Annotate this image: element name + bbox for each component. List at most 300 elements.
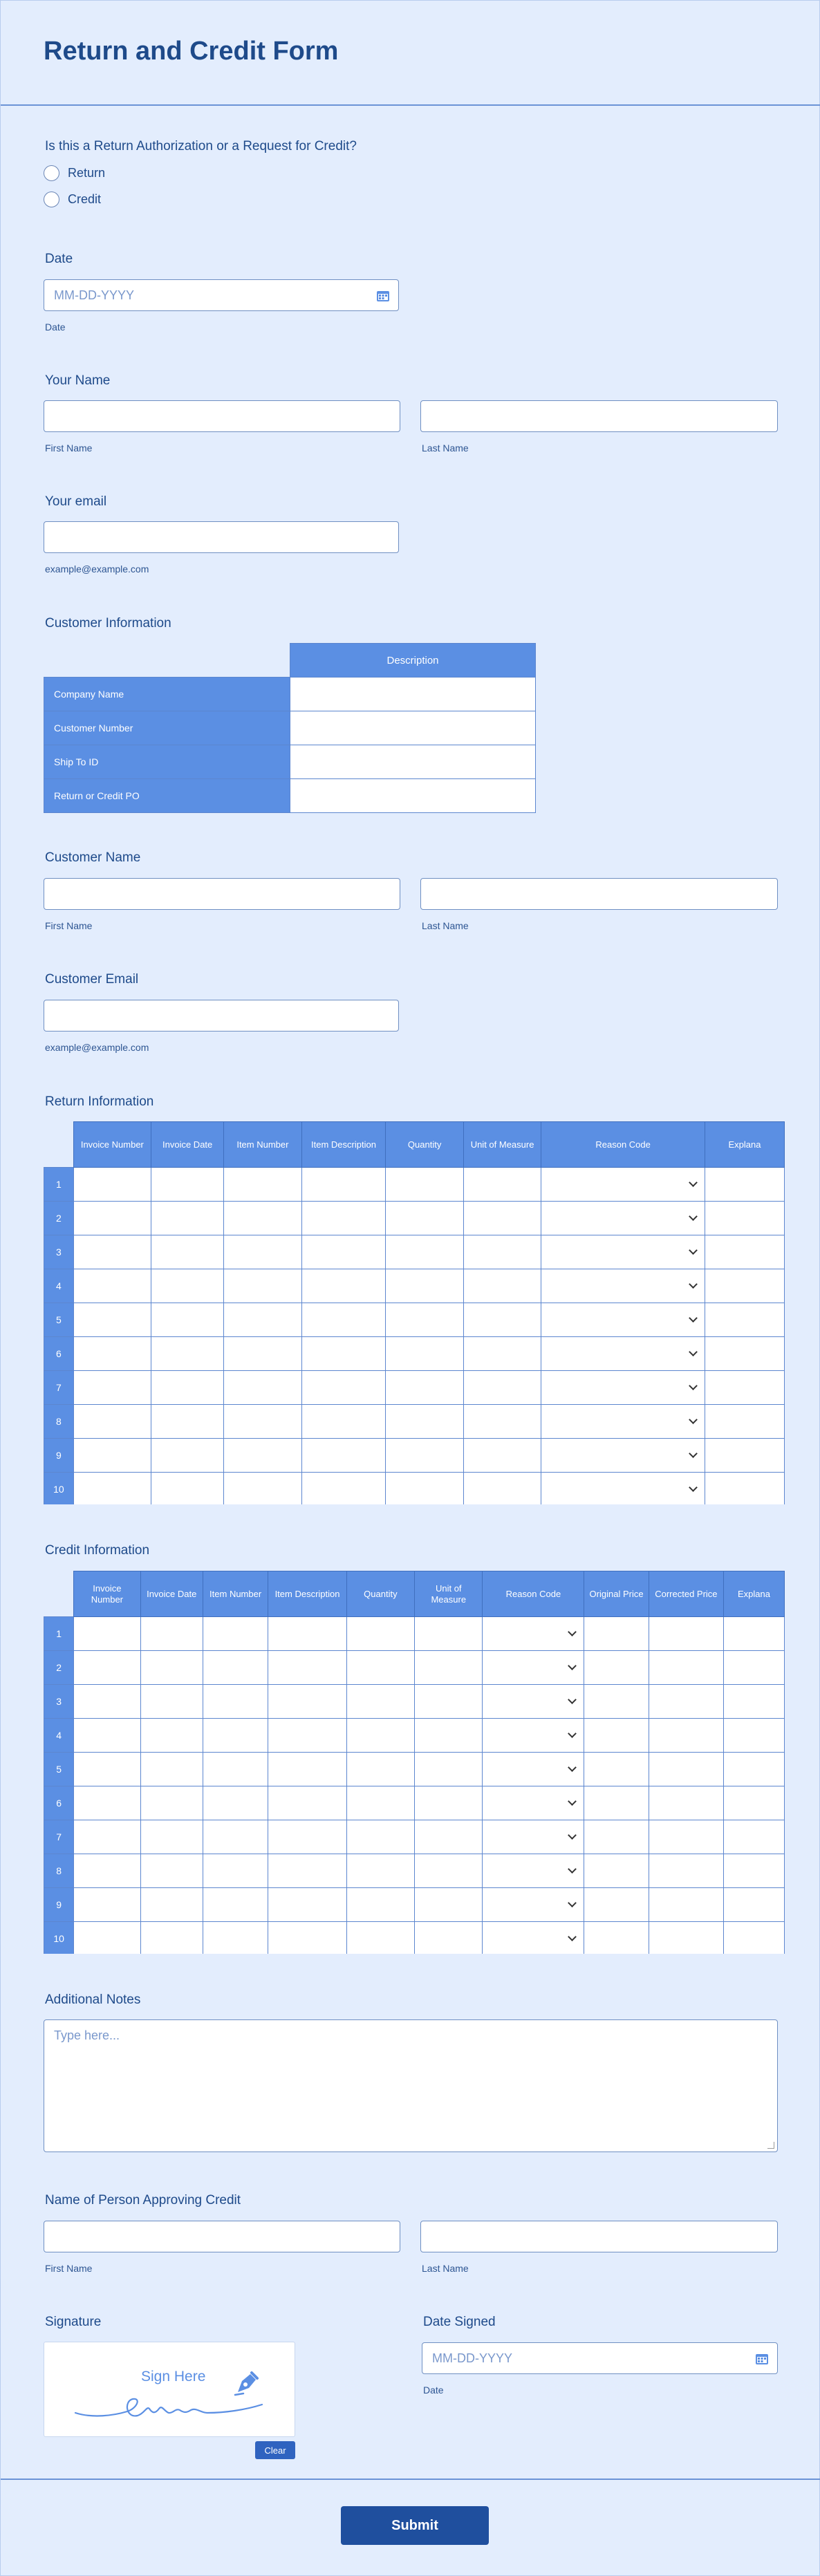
table-cell-input[interactable] <box>584 1753 649 1786</box>
credit-info-label: Credit Information <box>45 1543 150 1558</box>
table-cell-input[interactable] <box>140 1854 203 1888</box>
table-row <box>44 1269 785 1303</box>
table-cell-input[interactable] <box>73 1269 151 1303</box>
table-cell-input[interactable] <box>224 1405 301 1439</box>
table-cell-input[interactable] <box>584 1685 649 1719</box>
radio-credit-label: Credit <box>68 192 102 206</box>
table-cell-input[interactable] <box>301 1439 386 1473</box>
table-row <box>44 1439 785 1473</box>
form-footer <box>1 2479 820 2576</box>
row-number: 10 <box>44 1922 74 1954</box>
table-cell-input[interactable] <box>463 1235 541 1269</box>
table-cell-input[interactable] <box>140 1753 203 1786</box>
table-cell-input[interactable] <box>224 1168 301 1202</box>
table-cell-input[interactable] <box>224 1303 301 1337</box>
table-cell-input[interactable] <box>705 1303 784 1337</box>
radio-button[interactable] <box>44 165 59 181</box>
customer-last-name-input[interactable] <box>420 878 778 910</box>
chevron-down-icon <box>689 1483 698 1492</box>
reason-code-select[interactable] <box>541 1269 705 1303</box>
table-cell-input[interactable] <box>151 1235 223 1269</box>
table-cell-input[interactable] <box>584 1888 649 1922</box>
row-number: 2 <box>44 1202 74 1235</box>
column-header: Original Price <box>584 1571 649 1617</box>
your-last-name-input[interactable] <box>420 400 778 432</box>
table-cell-input[interactable] <box>346 1617 414 1651</box>
table-cell-input[interactable] <box>463 1371 541 1405</box>
matrix-column-description: Description <box>290 644 536 678</box>
matrix-row-label: Return or Credit PO <box>44 779 290 813</box>
row-number: 6 <box>44 1786 74 1820</box>
table-cell-input[interactable] <box>649 1753 723 1786</box>
reason-code-select[interactable] <box>483 1786 584 1820</box>
table-cell-input[interactable] <box>301 1337 386 1371</box>
table-cell-input[interactable] <box>140 1922 203 1954</box>
table-cell-input[interactable] <box>415 1617 483 1651</box>
table-cell-input[interactable] <box>151 1405 223 1439</box>
table-cell-input[interactable] <box>151 1473 223 1505</box>
table-cell-input[interactable] <box>705 1202 784 1235</box>
reason-code-select[interactable] <box>483 1922 584 1954</box>
table-cell-input[interactable] <box>73 1235 151 1269</box>
column-header: Item Number <box>224 1122 301 1168</box>
table-cell-input[interactable] <box>346 1888 414 1922</box>
table-cell-input[interactable] <box>268 1820 346 1854</box>
last-name-sublabel: Last Name <box>422 442 469 454</box>
table-cell-input[interactable] <box>203 1854 268 1888</box>
customer-email-label: Customer Email <box>45 972 139 987</box>
table-cell-input[interactable] <box>705 1337 784 1371</box>
table-cell-input[interactable] <box>386 1337 463 1371</box>
table-cell-input[interactable] <box>268 1617 346 1651</box>
first-name-sublabel: First Name <box>45 442 93 454</box>
table-cell-input[interactable] <box>203 1786 268 1820</box>
return-credit-po-cell[interactable] <box>290 779 536 813</box>
table-cell-input[interactable] <box>705 1439 784 1473</box>
table-cell-input[interactable] <box>140 1888 203 1922</box>
table-cell-input[interactable] <box>203 1719 268 1753</box>
table-cell-input[interactable] <box>151 1337 223 1371</box>
table-cell-input[interactable] <box>151 1303 223 1337</box>
table-cell-input[interactable] <box>584 1820 649 1854</box>
table-cell-input[interactable] <box>268 1753 346 1786</box>
table-cell-input[interactable] <box>463 1473 541 1505</box>
row-number: 3 <box>44 1685 74 1719</box>
table-cell-input[interactable] <box>74 1854 140 1888</box>
radio-button[interactable] <box>44 192 59 207</box>
email-input[interactable] <box>44 521 399 553</box>
table-cell-input[interactable] <box>73 1439 151 1473</box>
chevron-down-icon <box>568 1729 577 1738</box>
type-question: Is this a Return Authorization or a Request for Credit? <box>45 139 357 153</box>
table-cell-input[interactable] <box>724 1786 785 1820</box>
approver-first-name-input[interactable] <box>44 2221 400 2252</box>
table-row <box>44 1168 785 1202</box>
column-header: Item Description <box>268 1571 346 1617</box>
table-cell-input[interactable] <box>649 1651 723 1685</box>
table-cell-input[interactable] <box>346 1651 414 1685</box>
clear-signature-button[interactable]: Clear <box>255 2441 295 2459</box>
table-cell-input[interactable] <box>415 1888 483 1922</box>
table-cell-input[interactable] <box>140 1617 203 1651</box>
table-row <box>44 1371 785 1405</box>
table-cell-input[interactable] <box>203 1753 268 1786</box>
row-number: 8 <box>44 1854 74 1888</box>
table-cell-input[interactable] <box>386 1235 463 1269</box>
table-cell-input[interactable] <box>73 1337 151 1371</box>
table-cell-input[interactable] <box>415 1854 483 1888</box>
table-cell-input[interactable] <box>463 1202 541 1235</box>
chevron-down-icon <box>568 1661 577 1670</box>
table-cell-input[interactable] <box>268 1651 346 1685</box>
date-placeholder: MM-DD-YYYY <box>54 288 134 302</box>
table-row <box>44 1719 785 1753</box>
table-cell-input[interactable] <box>268 1922 346 1954</box>
chevron-down-icon <box>568 1627 577 1636</box>
radio-credit[interactable] <box>44 192 101 207</box>
table-cell-input[interactable] <box>705 1371 784 1405</box>
row-number: 7 <box>44 1820 74 1854</box>
table-cell-input[interactable] <box>705 1168 784 1202</box>
chevron-down-icon <box>689 1381 698 1390</box>
table-cell-input[interactable] <box>140 1820 203 1854</box>
table-row <box>44 1651 785 1685</box>
table-corner <box>44 1122 74 1168</box>
table-cell-input[interactable] <box>301 1405 386 1439</box>
table-cell-input[interactable] <box>140 1685 203 1719</box>
table-cell-input[interactable] <box>74 1922 140 1954</box>
table-row <box>44 1303 785 1337</box>
table-cell-input[interactable] <box>705 1235 784 1269</box>
reason-code-select[interactable] <box>483 1719 584 1753</box>
company-name-cell[interactable] <box>290 678 536 711</box>
table-cell-input[interactable] <box>386 1168 463 1202</box>
table-cell-input[interactable] <box>649 1617 723 1651</box>
table-cell-input[interactable] <box>268 1685 346 1719</box>
chevron-down-icon <box>689 1449 698 1458</box>
table-cell-input[interactable] <box>584 1719 649 1753</box>
table-cell-input[interactable] <box>724 1685 785 1719</box>
column-header: Invoice Date <box>140 1571 203 1617</box>
table-cell-input[interactable] <box>301 1269 386 1303</box>
credit-info-table <box>44 1571 785 1954</box>
reason-code-select[interactable] <box>541 1405 705 1439</box>
row-number: 5 <box>44 1753 74 1786</box>
table-cell-input[interactable] <box>463 1168 541 1202</box>
table-cell-input[interactable] <box>73 1168 151 1202</box>
date-signed-input[interactable] <box>422 2342 778 2374</box>
reason-code-select[interactable] <box>483 1820 584 1854</box>
table-cell-input[interactable] <box>74 1786 140 1820</box>
table-cell-input[interactable] <box>346 1753 414 1786</box>
reason-code-select[interactable] <box>483 1651 584 1685</box>
table-cell-input[interactable] <box>649 1820 723 1854</box>
table-cell-input[interactable] <box>415 1719 483 1753</box>
email-sublabel: example@example.com <box>45 563 149 575</box>
reason-code-select[interactable] <box>541 1168 705 1202</box>
table-cell-input[interactable] <box>649 1854 723 1888</box>
table-cell-input[interactable] <box>74 1617 140 1651</box>
table-cell-input[interactable] <box>140 1719 203 1753</box>
table-cell-input[interactable] <box>724 1820 785 1854</box>
table-cell-input[interactable] <box>224 1439 301 1473</box>
chevron-down-icon <box>689 1280 698 1289</box>
approver-last-name-input[interactable] <box>420 2221 778 2252</box>
table-cell-input[interactable] <box>346 1719 414 1753</box>
chevron-down-icon <box>568 1865 577 1874</box>
table-cell-input[interactable] <box>74 1888 140 1922</box>
table-cell-input[interactable] <box>463 1269 541 1303</box>
table-cell-input[interactable] <box>73 1202 151 1235</box>
table-cell-input[interactable] <box>268 1786 346 1820</box>
table-cell-input[interactable] <box>724 1651 785 1685</box>
table-cell-input[interactable] <box>301 1303 386 1337</box>
customer-first-name-input[interactable] <box>44 878 400 910</box>
matrix-corner <box>44 644 290 678</box>
table-cell-input[interactable] <box>705 1405 784 1439</box>
table-cell-input[interactable] <box>584 1854 649 1888</box>
table-cell-input[interactable] <box>386 1405 463 1439</box>
reason-code-select[interactable] <box>483 1753 584 1786</box>
chevron-down-icon <box>568 1831 577 1840</box>
table-cell-input[interactable] <box>415 1820 483 1854</box>
table-cell-input[interactable] <box>73 1371 151 1405</box>
table-cell-input[interactable] <box>346 1685 414 1719</box>
table-cell-input[interactable] <box>73 1303 151 1337</box>
table-cell-input[interactable] <box>724 1922 785 1954</box>
credit-info-table-wrap[interactable] <box>44 1571 785 1954</box>
table-cell-input[interactable] <box>203 1888 268 1922</box>
table-cell-input[interactable] <box>224 1202 301 1235</box>
table-cell-input[interactable] <box>724 1753 785 1786</box>
table-cell-input[interactable] <box>346 1922 414 1954</box>
table-cell-input[interactable] <box>301 1473 386 1505</box>
table-cell-input[interactable] <box>268 1854 346 1888</box>
reason-code-select[interactable] <box>541 1439 705 1473</box>
table-cell-input[interactable] <box>224 1473 301 1505</box>
reason-code-select[interactable] <box>483 1888 584 1922</box>
chevron-down-icon <box>689 1178 698 1187</box>
chevron-down-icon <box>689 1246 698 1255</box>
customer-email-input[interactable] <box>44 1000 399 1032</box>
table-row <box>44 1820 785 1854</box>
ship-to-id-cell[interactable] <box>290 745 536 779</box>
calendar-icon[interactable] <box>376 289 390 303</box>
return-info-label: Return Information <box>45 1094 154 1109</box>
table-cell-input[interactable] <box>203 1820 268 1854</box>
table-cell-input[interactable] <box>649 1719 723 1753</box>
row-number: 4 <box>44 1719 74 1753</box>
table-cell-input[interactable] <box>346 1854 414 1888</box>
reason-code-select[interactable] <box>483 1854 584 1888</box>
your-first-name-input[interactable] <box>44 400 400 432</box>
reason-code-select[interactable] <box>483 1617 584 1651</box>
table-cell-input[interactable] <box>649 1888 723 1922</box>
table-cell-input[interactable] <box>74 1753 140 1786</box>
reason-code-select[interactable] <box>541 1473 705 1505</box>
table-cell-input[interactable] <box>584 1617 649 1651</box>
table-cell-input[interactable] <box>140 1786 203 1820</box>
resize-handle-icon[interactable] <box>767 2142 774 2149</box>
table-cell-input[interactable] <box>724 1719 785 1753</box>
row-number: 9 <box>44 1888 74 1922</box>
table-cell-input[interactable] <box>463 1337 541 1371</box>
table-cell-input[interactable] <box>268 1888 346 1922</box>
customer-info-label: Customer Information <box>45 616 171 631</box>
column-header: Reason Code <box>483 1571 584 1617</box>
table-row <box>44 1786 785 1820</box>
chevron-down-icon <box>568 1695 577 1704</box>
date-signed-placeholder: MM-DD-YYYY <box>432 2351 512 2365</box>
table-cell-input[interactable] <box>268 1719 346 1753</box>
signature-label: Signature <box>45 2315 102 2329</box>
chevron-down-icon <box>568 1932 577 1941</box>
date-input[interactable] <box>44 279 399 311</box>
reason-code-select[interactable] <box>541 1371 705 1405</box>
table-cell-input[interactable] <box>649 1685 723 1719</box>
table-cell-input[interactable] <box>301 1235 386 1269</box>
chevron-down-icon <box>689 1415 698 1424</box>
table-cell-input[interactable] <box>224 1235 301 1269</box>
column-header: Quantity <box>346 1571 414 1617</box>
reason-code-select[interactable] <box>541 1202 705 1235</box>
table-cell-input[interactable] <box>386 1439 463 1473</box>
table-cell-input[interactable] <box>203 1651 268 1685</box>
table-cell-input[interactable] <box>415 1922 483 1954</box>
table-cell-input[interactable] <box>301 1371 386 1405</box>
row-number: 6 <box>44 1337 74 1371</box>
table-cell-input[interactable] <box>74 1685 140 1719</box>
table-cell-input[interactable] <box>584 1922 649 1954</box>
email-label: Your email <box>45 494 107 509</box>
table-cell-input[interactable] <box>386 1303 463 1337</box>
table-cell-input[interactable] <box>151 1269 223 1303</box>
table-cell-input[interactable] <box>415 1753 483 1786</box>
table-cell-input[interactable] <box>415 1651 483 1685</box>
return-info-table-wrap[interactable] <box>44 1121 785 1504</box>
table-cell-input[interactable] <box>301 1168 386 1202</box>
table-cell-input[interactable] <box>301 1202 386 1235</box>
table-cell-input[interactable] <box>151 1439 223 1473</box>
signature-hint: Sign Here <box>141 2369 206 2384</box>
date-label: Date <box>45 252 73 266</box>
table-row <box>44 1888 785 1922</box>
date-signed-label: Date Signed <box>423 2315 496 2329</box>
row-number: 8 <box>44 1405 74 1439</box>
table-cell-input[interactable] <box>203 1685 268 1719</box>
table-cell-input[interactable] <box>386 1202 463 1235</box>
calendar-icon[interactable] <box>755 2352 769 2366</box>
notes-textarea[interactable] <box>44 2019 778 2152</box>
table-cell-input[interactable] <box>649 1922 723 1954</box>
row-number: 9 <box>44 1439 74 1473</box>
customer-number-cell[interactable] <box>290 711 536 745</box>
signature-pad[interactable] <box>44 2342 295 2437</box>
table-cell-input[interactable] <box>140 1651 203 1685</box>
table-cell-input[interactable] <box>584 1786 649 1820</box>
table-cell-input[interactable] <box>463 1439 541 1473</box>
pen-nib-icon <box>232 2369 261 2398</box>
last-name-sublabel: Last Name <box>422 920 469 931</box>
first-name-sublabel: First Name <box>45 2263 93 2274</box>
date-sublabel: Date <box>45 321 66 333</box>
table-cell-input[interactable] <box>463 1405 541 1439</box>
table-row <box>44 1235 785 1269</box>
table-cell-input[interactable] <box>224 1337 301 1371</box>
radio-return-label: Return <box>68 166 106 180</box>
row-number: 5 <box>44 1303 74 1337</box>
table-cell-input[interactable] <box>584 1651 649 1685</box>
table-cell-input[interactable] <box>346 1786 414 1820</box>
row-number: 2 <box>44 1651 74 1685</box>
customer-email-sublabel: example@example.com <box>45 1042 149 1053</box>
row-number: 10 <box>44 1473 74 1505</box>
table-cell-input[interactable] <box>346 1820 414 1854</box>
chevron-down-icon <box>568 1763 577 1772</box>
column-header: Item Number <box>203 1571 268 1617</box>
table-cell-input[interactable] <box>386 1269 463 1303</box>
column-header: Unit of Measure <box>415 1571 483 1617</box>
reason-code-select[interactable] <box>541 1303 705 1337</box>
row-number: 7 <box>44 1371 74 1405</box>
table-cell-input[interactable] <box>705 1473 784 1505</box>
table-row <box>44 1337 785 1371</box>
reason-code-select[interactable] <box>541 1337 705 1371</box>
table-cell-input[interactable] <box>151 1371 223 1405</box>
table-cell-input[interactable] <box>203 1617 268 1651</box>
table-cell-input[interactable] <box>415 1786 483 1820</box>
column-header: Unit of Measure <box>463 1122 541 1168</box>
table-cell-input[interactable] <box>724 1888 785 1922</box>
table-cell-input[interactable] <box>224 1371 301 1405</box>
row-number: 4 <box>44 1269 74 1303</box>
last-name-sublabel: Last Name <box>422 2263 469 2274</box>
column-header: Invoice Number <box>73 1122 151 1168</box>
table-cell-input[interactable] <box>73 1405 151 1439</box>
chevron-down-icon <box>689 1212 698 1221</box>
radio-return[interactable] <box>44 165 105 181</box>
table-cell-input[interactable] <box>724 1854 785 1888</box>
table-corner <box>44 1571 74 1617</box>
table-cell-input[interactable] <box>203 1922 268 1954</box>
table-cell-input[interactable] <box>151 1202 223 1235</box>
submit-button[interactable]: Submit <box>341 2506 489 2545</box>
table-row <box>44 1685 785 1719</box>
table-cell-input[interactable] <box>415 1685 483 1719</box>
chevron-down-icon <box>689 1347 698 1356</box>
table-cell-input[interactable] <box>74 1820 140 1854</box>
reason-code-select[interactable] <box>483 1685 584 1719</box>
table-cell-input[interactable] <box>74 1651 140 1685</box>
table-cell-input[interactable] <box>705 1269 784 1303</box>
table-cell-input[interactable] <box>649 1786 723 1820</box>
table-row <box>44 1202 785 1235</box>
table-cell-input[interactable] <box>386 1371 463 1405</box>
chevron-down-icon <box>568 1898 577 1907</box>
table-cell-input[interactable] <box>463 1303 541 1337</box>
table-cell-input[interactable] <box>724 1617 785 1651</box>
table-cell-input[interactable] <box>386 1473 463 1505</box>
table-cell-input[interactable] <box>224 1269 301 1303</box>
row-number: 1 <box>44 1617 74 1651</box>
column-header: Invoice Date <box>151 1122 223 1168</box>
reason-code-select[interactable] <box>541 1235 705 1269</box>
table-cell-input[interactable] <box>73 1473 151 1505</box>
table-cell-input[interactable] <box>74 1719 140 1753</box>
table-cell-input[interactable] <box>151 1168 223 1202</box>
column-header: Item Description <box>301 1122 386 1168</box>
table-row <box>44 1617 785 1651</box>
